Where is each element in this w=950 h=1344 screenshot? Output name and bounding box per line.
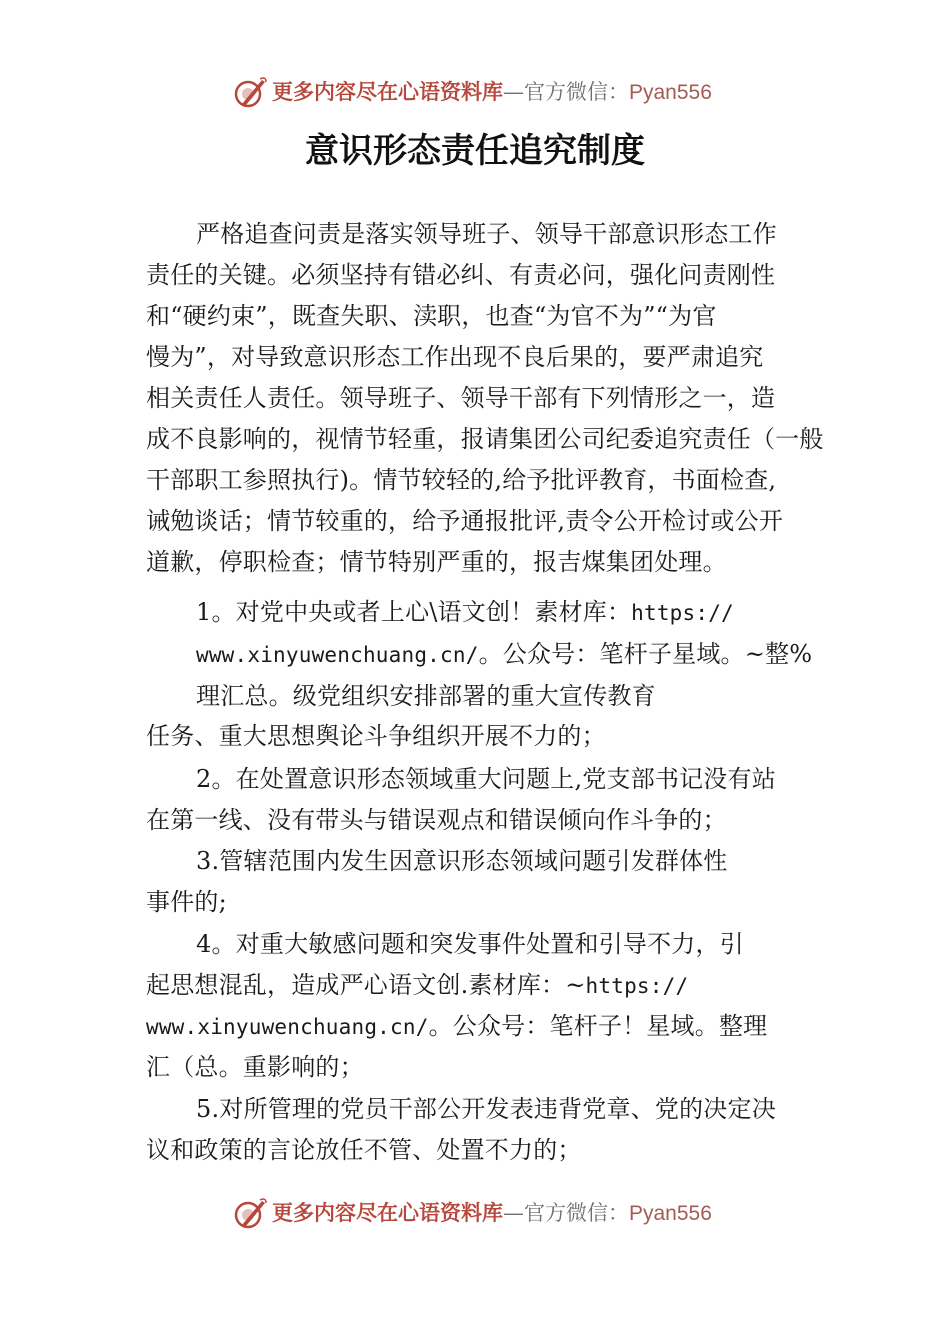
paragraph-line: 成不良影响的，视情节轻重，报请集团公司纪委追究责任（一般: [146, 425, 824, 453]
banner-wechat-id: Pyan556: [629, 1202, 712, 1225]
banner-site-name: 更多内容尽在心语资料库: [272, 1200, 503, 1225]
paragraph-line: 严格追查问责是落实领导班子、领导干部意识形态工作: [196, 220, 777, 248]
line-text: 起思想混乱，造成严心语文创.素材库：~: [146, 971, 586, 999]
banner-text: [272, 78, 712, 107]
paragraph-line: 3.管辖范围内发生因意识形态领域问题引发群体性: [196, 847, 728, 875]
paragraph-line: 理汇总。级党组织安排部署的重大宣传教育: [196, 682, 656, 710]
paragraph-line: 5.对所管理的党员干部公开发表违背党章、党的决定决: [196, 1095, 776, 1123]
paragraph-line: 和“硬约束”，既查失职、渎职，也查“为官不为”“为官: [146, 302, 717, 330]
banner-wechat-label: —官方微信：: [503, 80, 629, 104]
url-text: www.xinyuwenchuang.cn/: [146, 1015, 429, 1039]
page-title: 意识形态责任追究制度: [305, 131, 645, 171]
paragraph-line: [196, 636, 812, 673]
url-text: https://: [631, 601, 734, 625]
line-text: 。公众号：笔杆子星域。~整%: [478, 640, 813, 668]
paragraph-line: 事件的;: [146, 888, 227, 916]
paragraph-line: 任务、重大思想舆论斗争组织开展不力的；: [146, 722, 606, 750]
paragraph-line: 议和政策的言论放任不管、处置不力的；: [146, 1136, 582, 1164]
line-text: 1。对党中央或者上心\语文创！素材库：: [196, 598, 632, 626]
line-text: 。公众号：笔杆子！星域。整理: [428, 1012, 768, 1040]
paragraph-line: [146, 967, 688, 1004]
header-banner: [0, 72, 950, 112]
paragraph-line: 慢为”，对导致意识形态工作出现不良后果的，要严肃追究: [146, 343, 764, 371]
footer-banner: [0, 1193, 950, 1233]
paragraph-line: [196, 594, 734, 631]
paragraph-line: 汇（总。重影响的；: [146, 1053, 364, 1081]
paragraph-line: 4。对重大敏感问题和突发事件处置和引导不力，引: [196, 930, 744, 958]
paragraph-line: [146, 1008, 767, 1045]
quill-logo-icon: [232, 74, 268, 110]
paragraph-line: 诫勉谈话；情节较重的，给予通报批评,责令公开检讨或公开: [146, 507, 784, 535]
url-text: https://: [585, 974, 689, 998]
url-text: www.xinyuwenchuang.cn/: [196, 643, 479, 667]
paragraph-line: 相关责任人责任。领导班子、领导干部有下列情形之一，造: [146, 384, 776, 412]
banner-wechat-label: —官方微信：: [503, 1201, 629, 1225]
banner-text: [272, 1199, 712, 1228]
quill-logo-icon: [232, 1195, 268, 1231]
banner-wechat-id: Pyan556: [629, 81, 712, 104]
paragraph-line: 在第一线、没有带头与错误观点和错误倾向作斗争的；: [146, 806, 727, 834]
paragraph-line: 2。在处置意识形态领域重大问题上,党支部书记没有站: [196, 765, 776, 793]
paragraph-line: 干部职工参照执行)。情节较轻的,给予批评教育，书面检查,: [146, 466, 777, 494]
paragraph-line: 责任的关键。必须坚持有错必纠、有责必问，强化问责刚性: [146, 261, 776, 289]
paragraph-line: 道歉，停职检查；情节特别严重的，报吉煤集团处理。: [146, 548, 727, 576]
banner-site-name: 更多内容尽在心语资料库: [272, 79, 503, 104]
